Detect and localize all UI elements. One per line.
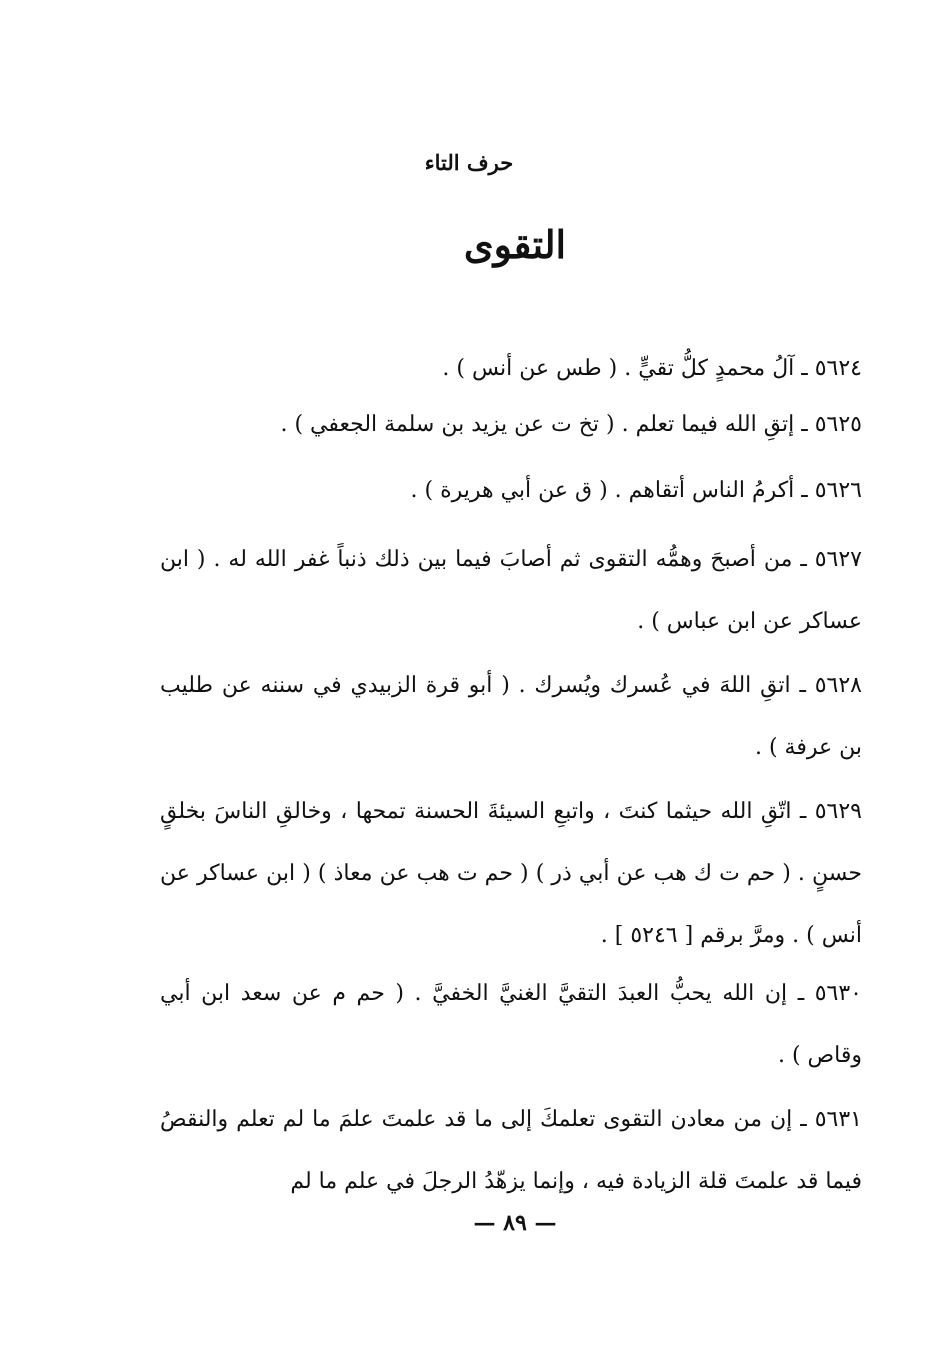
hadith-entry: ٥٦٢٥ ـ إتقِ الله فيما تعلم . ( تخ ت عن يزيد بن سلمة الجعفي ) .: [280, 412, 862, 437]
page-number: — ٨٩ —: [473, 1210, 557, 1236]
hadith-entry: ٥٦٢٤ ـ آلُ محمدٍ كلُّ تقيٍّ . ( طس عن أنس ) .: [442, 356, 862, 381]
hadith-entry: ٥٦٢٨ ـ اتقِ اللهَ في عُسرك ويُسرك . ( أبو قرة الزبيدي في سننه عن طليب بن عرفة ) .: [160, 673, 862, 760]
chapter-heading: حرف التاء: [424, 150, 514, 175]
hadith-entry: ٥٦٢٧ ـ من أصبحَ وهمُّه التقوى ثم أصابَ فيما بين ذلك ذنباً غفر الله له . ( ابن عساكر عن ابن عباس ) .: [160, 547, 862, 634]
hadith-entry: ٥٦٣١ ـ إن من معادن التقوى تعلمكَ إلى ما قد علمتَ علمَ ما لم تعلم والنقصُ فيما قد علمتَ قلة الزيادة فيه ، وإنما يزهّدُ الرجلَ في علم ما لم: [160, 1107, 862, 1194]
hadith-entry: ٥٦٢٩ ـ اتّقِ الله حيثما كنتَ ، واتبعِ السيئةَ الحسنة تمحها ، وخالقِ الناسَ بخلقٍ حسنٍ . ( حم ت ك هب عن أبي ذر ) ( حم ت هب عن معاذ ) ( ابن عساكر عن أنس ) . ومرَّ برقم [ ٥٢٤٦ ] .: [160, 799, 862, 948]
hadith-entry: ٥٦٢٦ ـ أكرمُ الناس أتقاهم . ( ق عن أبي هريرة ) .: [410, 478, 862, 503]
section-title: التقوى: [463, 222, 567, 267]
hadith-entry: ٥٦٣٠ ـ إن الله يحبُّ العبدَ التقيَّ الغنيَّ الخفيَّ . ( حم م عن سعد ابن أبي وقاص ) .: [160, 981, 862, 1068]
